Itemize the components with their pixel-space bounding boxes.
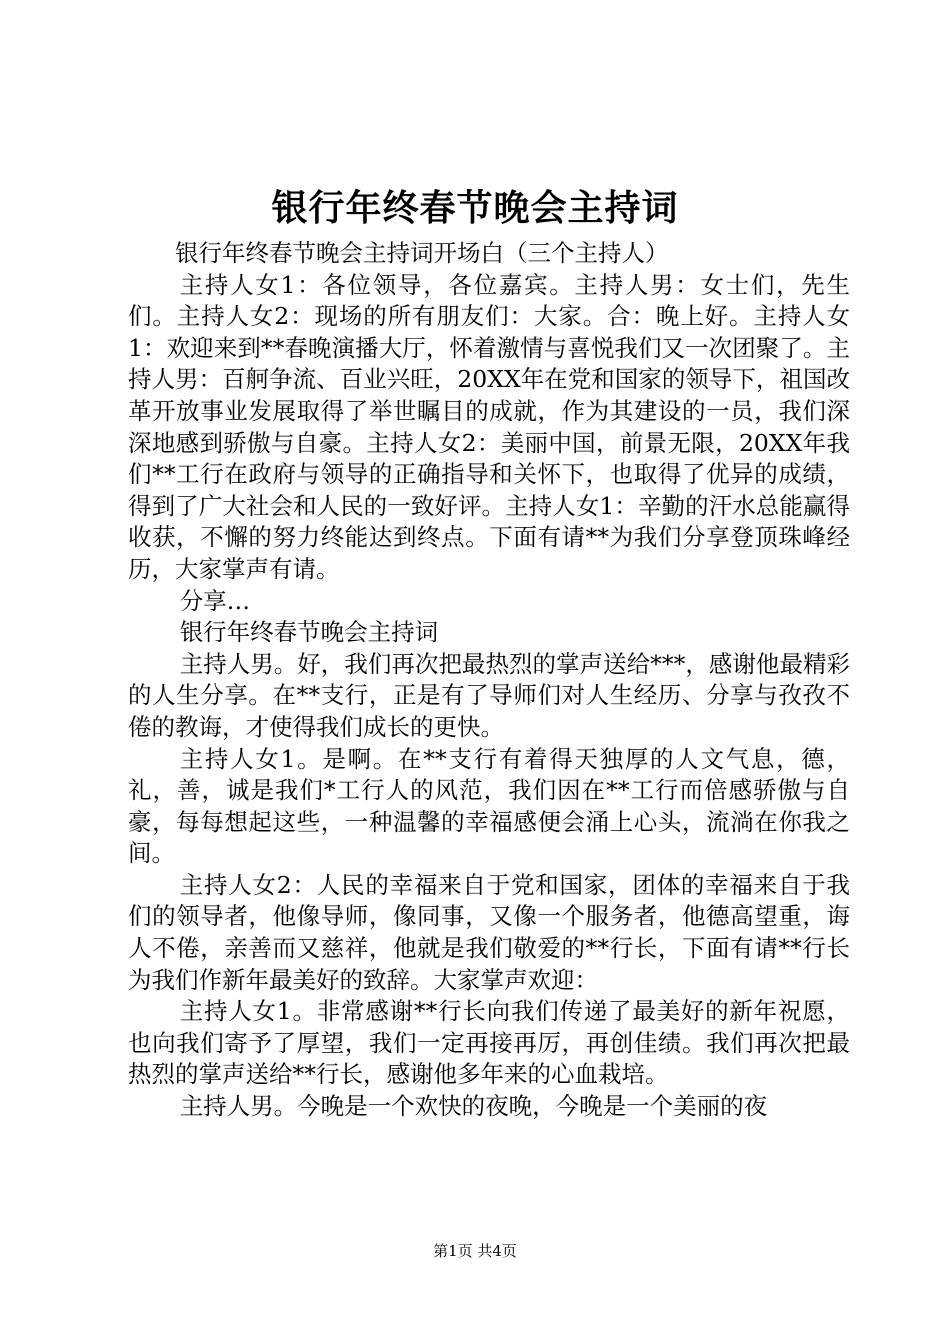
paragraph-host-male-2: 主持人男。今晚是一个欢快的夜晚，今晚是一个美丽的夜 <box>179 1092 768 1121</box>
paragraph-host-female1-2: 主持人女1。非常感谢**行长向我们传递了最美好的新年祝愿，也向我们寄予了厚望，我们一定再接再厉，再创佳绩。我们再次把最热烈的掌声送给**行长，感谢他多年来的心血栽培。 <box>128 997 850 1089</box>
paragraph-opening-heading: 银行年终春节晚会主持词开场白（三个主持人） <box>175 239 669 267</box>
paragraph-host-female1-1: 主持人女1。是啊。在**支行有着得天独厚的人文气息，德，礼，善，诚是我们*工行人的风范，我们因在**工行而倍感骄傲与自豪，每每想起这些，一种温馨的幸福感便会涌上心头，流淌在你我之间。 <box>128 744 850 868</box>
paragraph-host-female2-1: 主持人女2：人民的幸福来自于党和国家，团体的幸福来自于我们的领导者，他像导师，像同事，又像一个服务者，他德高望重，诲人不倦，亲善而又慈祥，他就是我们敬爱的**行长，下面有请**行长为我们作新年最美好的致辞。大家掌声欢迎： <box>128 870 850 994</box>
page-footer: 第1页 共4页 <box>433 1242 517 1260</box>
paragraph-opening-dialogue: 主持人女1：各位领导，各位嘉宾。主持人男：女士们，先生们。主持人女2：现场的所有朋友们：大家。合：晚上好。主持人女1：欢迎来到**春晚演播大厅，怀着激情与喜悦我们又一次团聚了。主持人男：百舸争流、百业兴旺，20XX年在党和国家的领导下，祖国改革开放事业发展取得了举世瞩目的成就，作为其建设的一员，我们深深地感到骄傲与自豪。主持人女2：美丽中国，前景无限，20XX年我们**工行在政府与领导的正确指导和关怀下，也取得了优异的成绩，得到了广大社会和人民的一致好评。主持人女1：辛勤的汗水总能赢得收获，不懈的努力终能达到终点。下面有请**为我们分享登顶珠峰经历，大家掌声有请。 <box>128 270 850 583</box>
paragraph-section-heading: 银行年终春节晚会主持词 <box>179 618 439 647</box>
document-body <box>128 238 850 1123</box>
paragraph-share: 分享… <box>179 586 251 615</box>
paragraph-host-male-1: 主持人男。好，我们再次把最热烈的掌声送给***，感谢他最精彩的人生分享。在**支行，正是有了导师们对人生经历、分享与孜孜不倦的教诲，才使得我们成长的更快。 <box>128 649 850 741</box>
document-title: 银行年终春节晚会主持词 <box>271 187 679 229</box>
